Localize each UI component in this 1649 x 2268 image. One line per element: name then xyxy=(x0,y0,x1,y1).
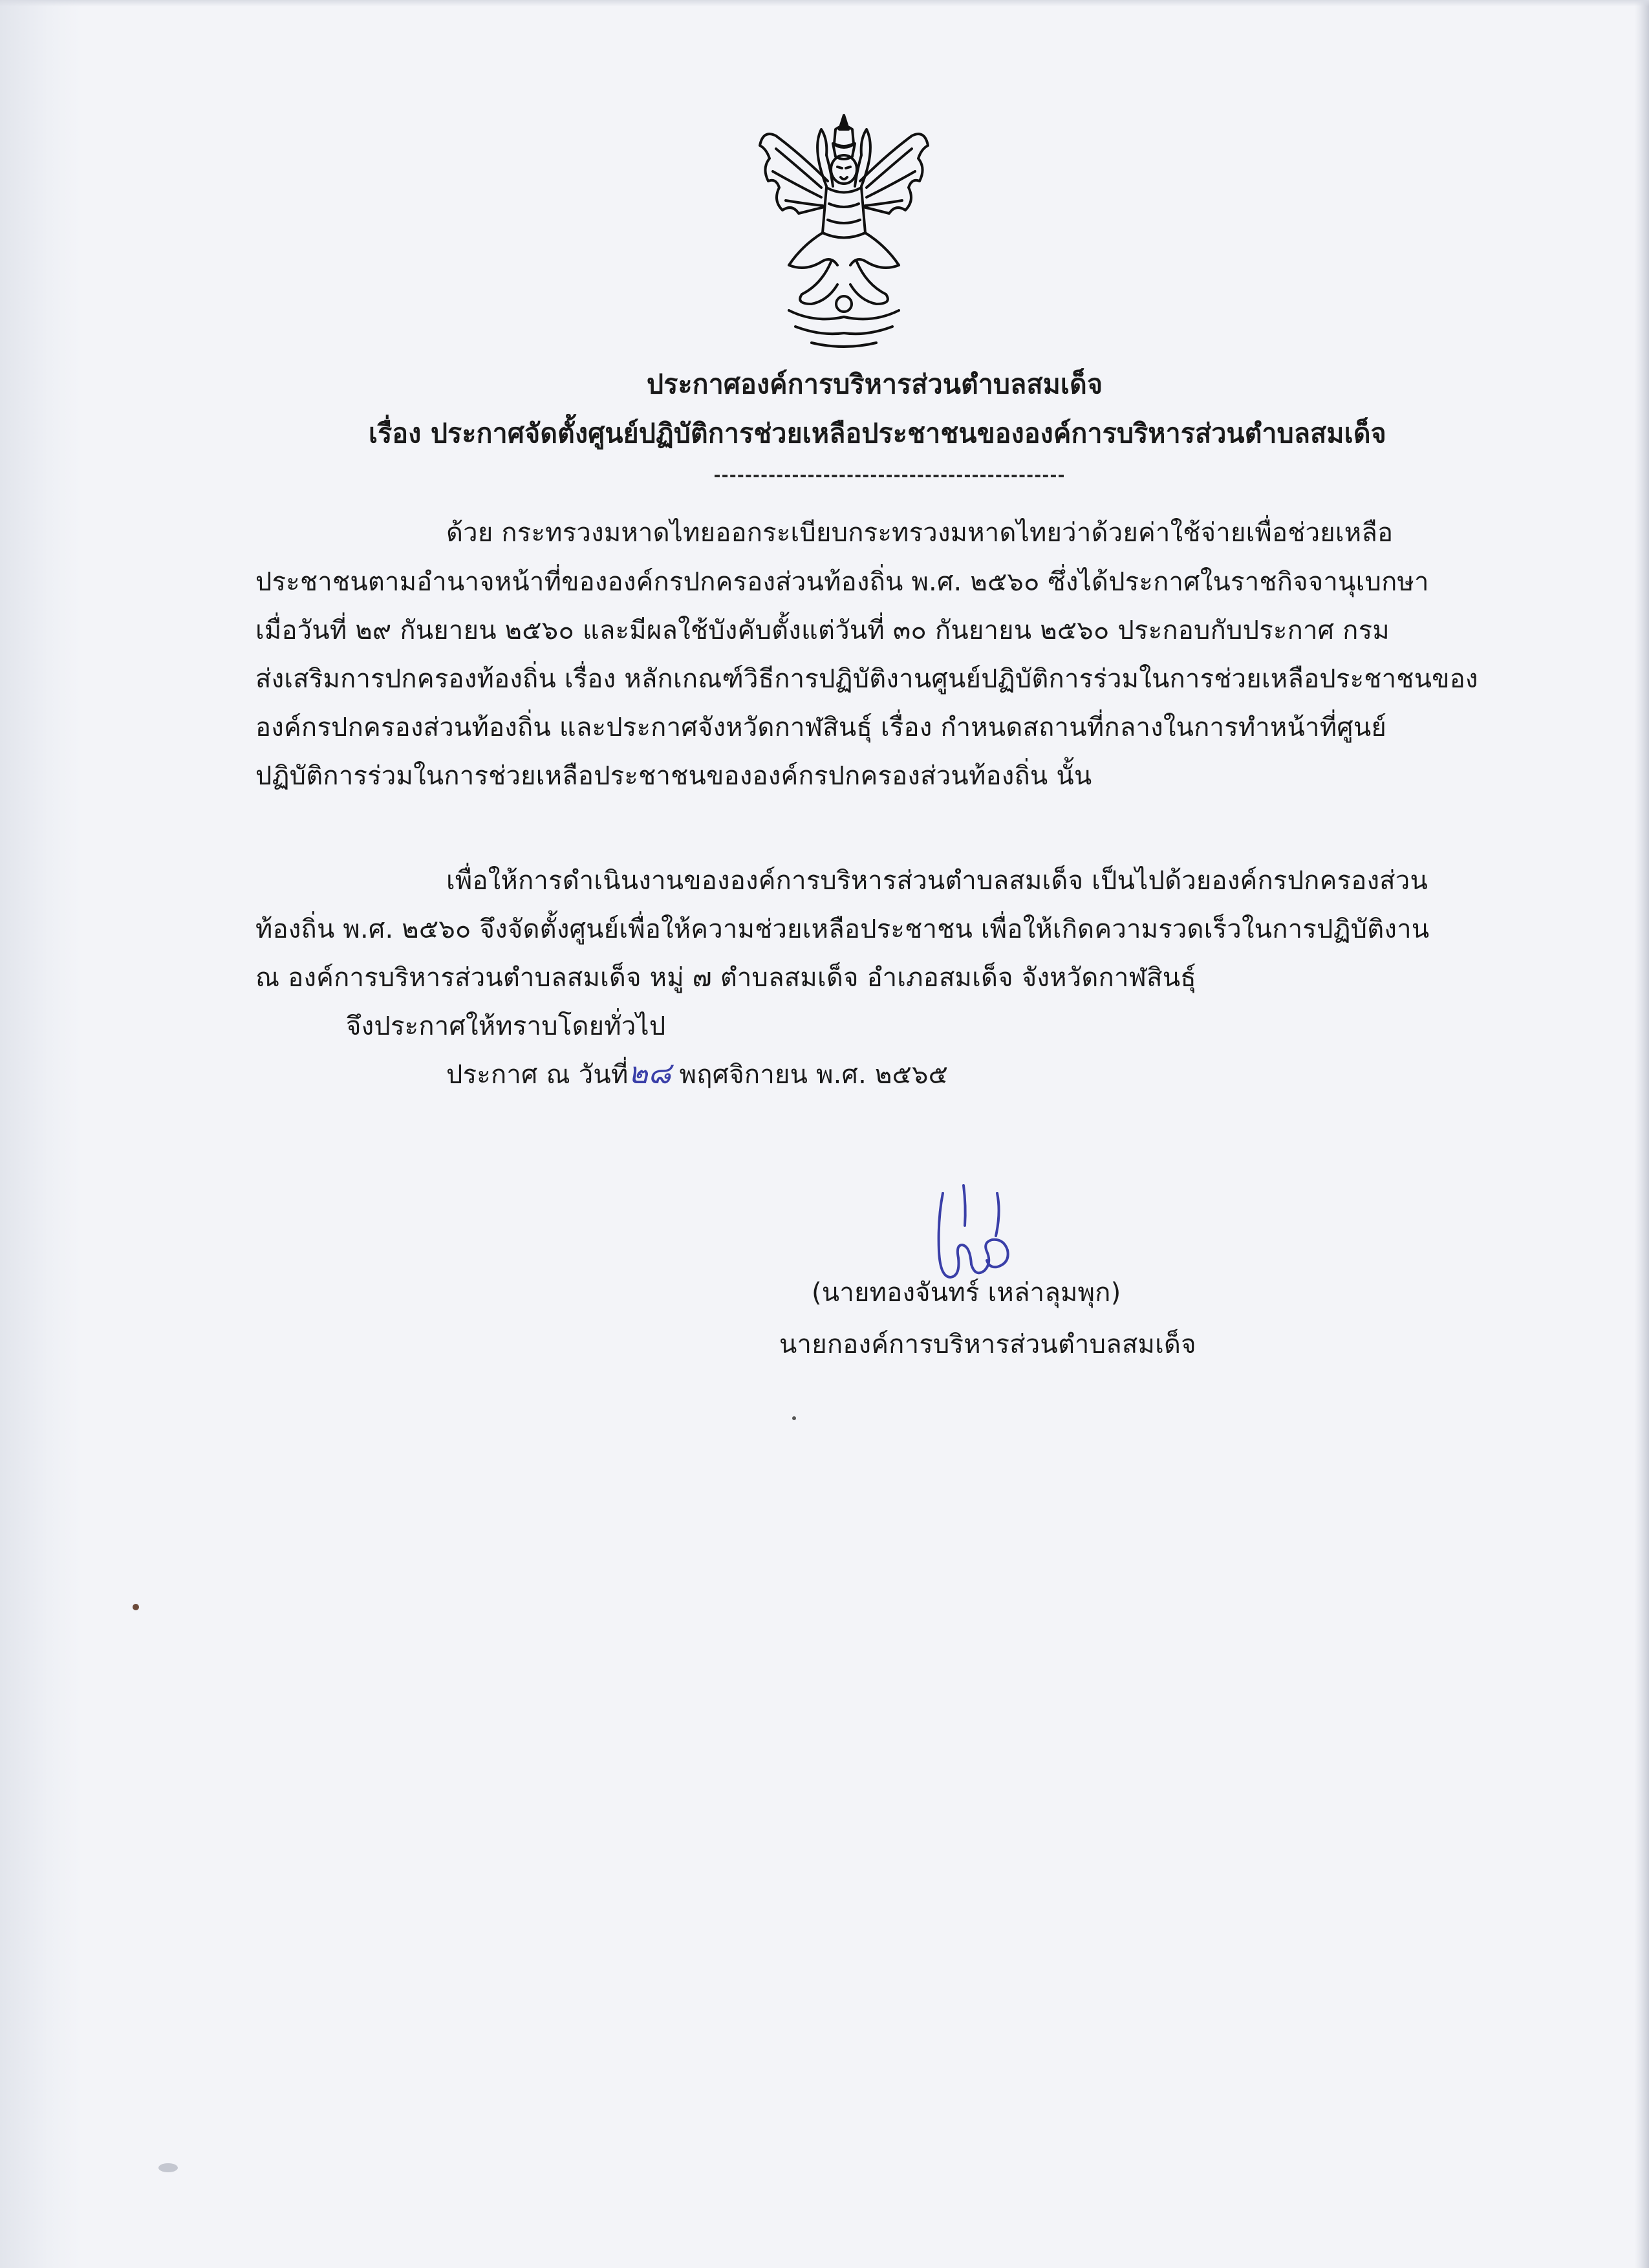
paper-speck xyxy=(133,1604,139,1610)
date-suffix: พฤศจิกายน พ.ศ. ๒๕๖๕ xyxy=(671,1060,949,1090)
paragraph-1-line: ด้วย กระทรวงมหาดไทยออกระเบียบกระทรวงมหาดไทยว่าด้วยค่าใช้จ่ายเพื่อช่วยเหลือ xyxy=(446,518,1394,548)
date-day-handwritten: ๒๘ xyxy=(628,1055,671,1090)
paragraph-1-line: ปฏิบัติการร่วมในการช่วยเหลือประชาชนขององค์กรปกครองส่วนท้องถิ่น นั้น xyxy=(255,761,1092,791)
paper-speck xyxy=(158,2163,178,2172)
signer-name: (นายทองจันทร์ เหล่าลุมพุก) xyxy=(812,1278,1121,1308)
announcement-date xyxy=(446,1057,948,1090)
paragraph-1-line: ส่งเสริมการปกครองท้องถิ่น เรื่อง หลักเกณฑ์วิธีการปฏิบัติงานศูนย์ปฏิบัติการร่วมในการช่วยเหลือประชาชนของ xyxy=(255,664,1478,694)
scan-edge-top xyxy=(0,0,1649,6)
document-heading: ประกาศองค์การบริหารส่วนตำบลสมเด็จ xyxy=(647,369,1103,400)
date-prefix: ประกาศ ณ วันที่ xyxy=(446,1060,629,1090)
handwritten-signature xyxy=(925,1180,1028,1290)
scan-edge-left xyxy=(0,0,81,2268)
heading-divider xyxy=(715,475,1064,477)
paragraph-1-line: เมื่อวันที่ ๒๙ กันยายน ๒๕๖๐ และมีผลใช้บังคับตั้งแต่วันที่ ๓๐ กันยายน ๒๕๖๐ ประกอบกับประกาศ กรม xyxy=(255,616,1390,645)
paragraph-2-line: ท้องถิ่น พ.ศ. ๒๕๖๐ จึงจัดตั้งศูนย์เพื่อให้ความช่วยเหลือประชาชน เพื่อให้เกิดความรวดเร็วในการปฏิบัติงาน xyxy=(255,914,1430,944)
scan-edge-right xyxy=(1635,0,1649,2268)
paragraph-1-line: องค์กรปกครองส่วนท้องถิ่น และประกาศจังหวัดกาฬสินธุ์ เรื่อง กำหนดสถานที่กลางในการทำหน้าที่ศูนย์ xyxy=(255,713,1387,742)
paragraph-1-line: ประชาชนตามอำนาจหน้าที่ขององค์กรปกครองส่วนท้องถิ่น พ.ศ. ๒๕๖๐ ซึ่งได้ประกาศในราชกิจจานุเบกษา xyxy=(255,567,1429,597)
announcement-closing: จึงประกาศให้ทราบโดยทั่วไป xyxy=(346,1011,666,1041)
document-subject: เรื่อง ประกาศจัดตั้งศูนย์ปฏิบัติการช่วยเหลือประชาชนขององค์การบริหารส่วนตำบลสมเด็จ xyxy=(369,418,1386,449)
garuda-emblem-icon xyxy=(750,110,938,352)
signer-title: นายกองค์การบริหารส่วนตำบลสมเด็จ xyxy=(779,1330,1196,1359)
paper-speck xyxy=(792,1416,796,1420)
paragraph-2-line: เพื่อให้การดำเนินงานขององค์การบริหารส่วนตำบลสมเด็จ เป็นไปด้วยองค์กรปกครองส่วน xyxy=(446,866,1428,896)
paragraph-2-line: ณ องค์การบริหารส่วนตำบลสมเด็จ หมู่ ๗ ตำบลสมเด็จ อำเภอสมเด็จ จังหวัดกาฬสินธุ์ xyxy=(255,963,1196,993)
